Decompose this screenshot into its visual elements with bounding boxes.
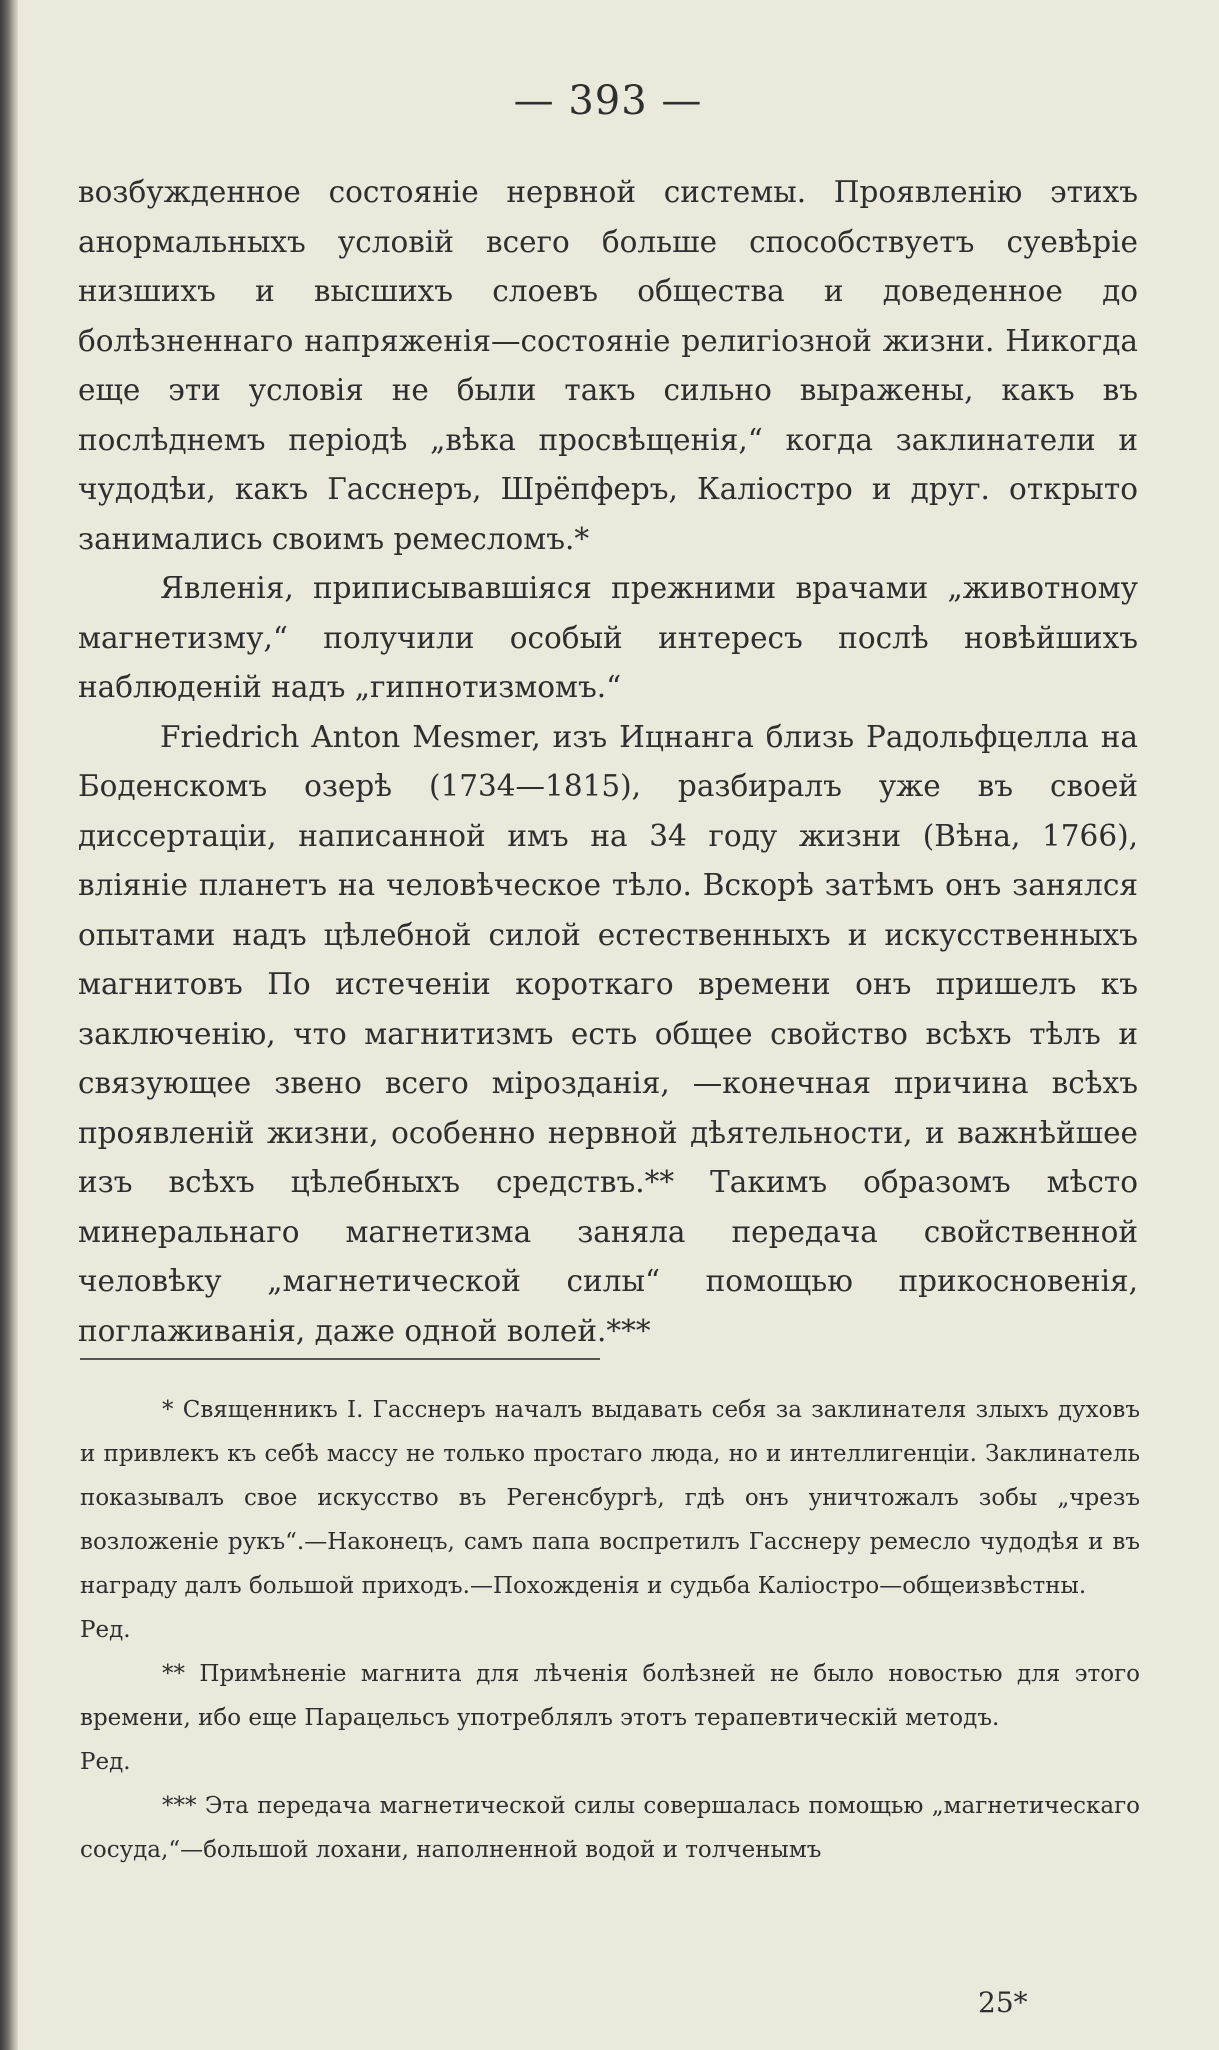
footnote-2: ** Примѣненіе магнита для лѣченія болѣзней не было новостью для этого времени, ибо еще Парацельсъ употреблялъ этотъ терапевтическій методъ.	[80, 1661, 1140, 1731]
footnote-1: * Священникъ I. Гасснеръ началъ выдавать себя за заклинателя злыхъ духовъ и привлекъ къ себѣ массу не только простаго люда, но и интеллигенціи. Заклинатель показывалъ свое искусство въ Регенсбургѣ, гдѣ онъ уничтожалъ зобы „чрезъ возложеніе рукъ“.—Наконецъ, самъ папа воспретилъ Гасснеру ремесло чудодѣя и въ награду далъ большой приходъ.—Похожденія и судьба Каліостро—общеизвѣстны.	[80, 1397, 1140, 1599]
footnote-separator	[80, 1358, 600, 1360]
footnote-2-signature: Ред.	[80, 1749, 131, 1775]
footnote-1-signature: Ред.	[80, 1617, 131, 1643]
book-page	[18, 0, 1219, 2050]
paragraph-2: Явленія, приписывавшіяся прежними врачами „животному магнетизму,“ получили особый интересъ послѣ новѣйшихъ наблюденій надъ „гипнотизмомъ.“	[78, 571, 1138, 704]
paragraph-1: возбужденное состояніе нервной системы. Проявленію этихъ анормальныхъ условій всего больше способствуетъ суевѣріе низшихъ и высшихъ слоевъ общества и доведенное до болѣзненнаго напряженія—состояніе религіозной жизни. Никогда еще эти условія не были такъ сильно выражены, какъ въ послѣднемъ періодѣ „вѣка просвѣщенія,“ когда заклинатели и чудодѣи, какъ Гасснеръ, Шрёпферъ, Каліостро и друг. открыто занимались своимъ ремесломъ.*	[78, 175, 1138, 556]
book-spine-edge	[0, 0, 18, 2050]
page-number: — 393 —	[513, 78, 703, 124]
footnote-3: *** Эта передача магнетической силы совершалась помощью „магнетическаго сосуда,“—большой лохани, наполненной водой и толченымъ	[80, 1793, 1140, 1863]
sheet-signature-mark: 25*	[978, 1986, 1028, 2019]
paragraph-3: Friedrich Anton Mesmer, изъ Ицнанга близь Радольфцелла на Боденскомъ озерѣ (1734—1815), разбиралъ уже въ своей диссертаціи, написанной имъ на 34 году жизни (Вѣна, 1766), вліяніе планетъ на человѣческое тѣло. Вскорѣ затѣмъ онъ занялся опытами надъ цѣлебной силой естественныхъ и искусственныхъ магнитовъ По истеченіи короткаго времени онъ пришелъ къ заключенію, что магнитизмъ есть общее свойство всѣхъ тѣлъ и связующее звено всего мірозданія, —конечная причина всѣхъ проявленій жизни, особенно нервной дѣятельности, и важнѣйшее изъ всѣхъ цѣлебныхъ средствъ.** Такимъ образомъ мѣсто минеральнаго магнетизма заняла передача свойственной человѣку „магнетической силы“ помощью прикосновенія, поглаживанія, даже одной волей.***	[78, 719, 1138, 1348]
main-text	[78, 168, 1138, 1356]
footnotes	[80, 1388, 1140, 1872]
